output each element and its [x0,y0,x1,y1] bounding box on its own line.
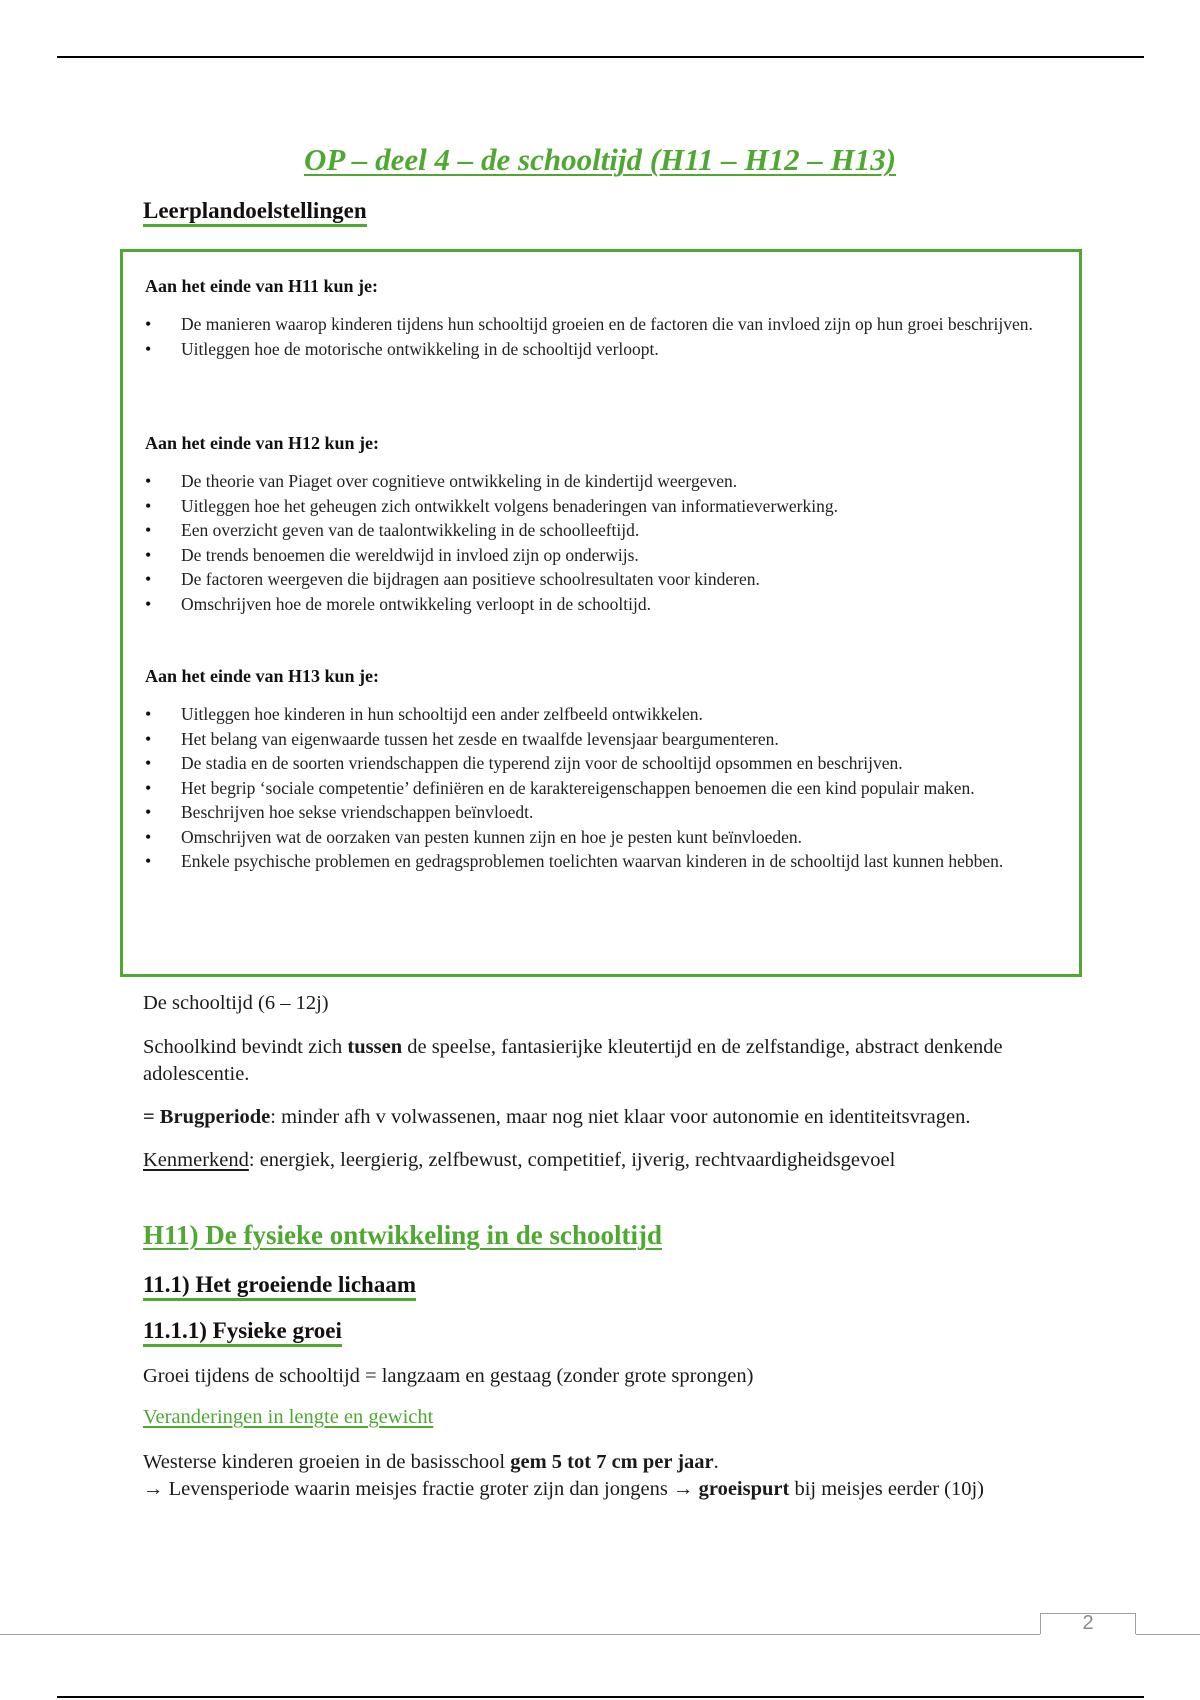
intro-paragraph [143,1034,1063,1088]
list-item: • Uitleggen hoe kinderen in hun schooltijd een ander zelfbeeld ontwikkelen. [145,702,1045,727]
objectives-group-h12 [145,431,1045,616]
objectives-heading: Aan het einde van H12 kun je: [145,433,380,453]
text-span: Levensperiode waarin meisjes fractie groter zijn dan jongens [163,1478,673,1500]
list-item: • Het belang van eigenwaarde tussen het zesde en twaalfde levensjaar beargumenteren. [145,727,1045,752]
objectives-group-h13 [145,664,1045,874]
footer-rule [0,1634,1040,1635]
green-subheading: Veranderingen in lengte en gewicht [143,1406,434,1428]
text-span: : minder afh v volwassenen, maar nog niet klaar voor autonomie en identiteitsvragen. [270,1106,971,1128]
text-span: bij meisjes eerder (10j) [789,1478,985,1500]
kenmerkend-paragraph [143,1147,1063,1174]
list-item: • Uitleggen hoe de motorische ontwikkeling in de schooltijd verloopt. [145,337,1045,362]
list-item: • Uitleggen hoe het geheugen zich ontwikkelt volgens benaderingen van informatieverwerking. [145,494,1045,519]
bold-text: gem 5 tot 7 cm per jaar [510,1451,714,1473]
bold-text: tussen [347,1036,403,1058]
objectives-list [145,312,1045,361]
objectives-list [145,469,1045,616]
list-item: • Een overzicht geven van de taalontwikkeling in de schoolleeftijd. [145,518,1045,543]
text-span: Westerse kinderen groeien in de basisschool [143,1451,511,1473]
header-rule [57,56,1144,58]
subheading-11-1: 11.1) Het groeiende lichaam [143,1272,416,1301]
growth-paragraph: Groei tijdens de schooltijd = langzaam en gestaag (zonder grote sprongen) [143,1365,754,1387]
bottom-rule [57,1696,1144,1698]
list-item: • Omschrijven wat de oorzaken van pesten kunnen zijn en hoe je pesten kunt beïnvloeden. [145,825,1045,850]
page-number: 2 [1082,1612,1094,1634]
bold-text: groeispurt [698,1478,790,1500]
objectives-heading: Aan het einde van H11 kun je: [145,276,379,296]
objectives-list [145,702,1045,874]
list-item: • De manieren waarop kinderen tijdens hun schooltijd groeien en de factoren die van invloed zijn op hun groei beschrijven. [145,312,1045,337]
chapter-heading-h11: H11) De fysieke ontwikkeling in de schooltijd [143,1220,663,1250]
text-span: Schoolkind bevindt zich [143,1036,348,1058]
list-item: • De factoren weergeven die bijdragen aan positieve schoolresultaten voor kinderen. [145,567,1045,592]
growth-detail-paragraph [143,1449,1143,1503]
list-item: • De theorie van Piaget over cognitieve ontwikkeling in de kindertijd weergeven. [145,469,1045,494]
list-item: • De trends benoemen die wereldwijd in invloed zijn op onderwijs. [145,543,1045,568]
subheading-11-1-1: 11.1.1) Fysieke groei [143,1318,342,1347]
arrow-icon: → [672,1478,694,1500]
section-heading-objectives: Leerplandoelstellingen [143,198,367,227]
text-span: : energiek, leergierig, zelfbewust, competitief, ijverig, rechtvaardigheidsgevoel [248,1149,896,1171]
underlined-label: Kenmerkend [143,1149,249,1171]
footer-rule [1136,1634,1200,1635]
list-item: • Beschrijven hoe sekse vriendschappen beïnvloedt. [145,800,1045,825]
list-item: • Het begrip ‘sociale competentie’ definiëren en de karaktereigenschappen benoemen die een kind populair maken. [145,776,1045,801]
objectives-box [120,249,1082,977]
list-item: • Omschrijven hoe de morele ontwikkeling verloopt in de schooltijd. [145,592,1045,617]
bold-text: = Brugperiode [143,1106,271,1128]
text-span: . [713,1451,719,1473]
list-item: • Enkele psychische problemen en gedragsproblemen toelichten waarvan kinderen in de schooltijd last kunnen hebben. [145,849,1045,874]
arrow-icon: → [143,1478,164,1500]
text-span: de speelse, fantasierijke kleutertijd en de zelfstandige, abstract denkende adolescentie. [143,1036,1003,1085]
objectives-group-h11 [145,274,1045,361]
period-text: De schooltijd (6 – 12j) [143,992,329,1014]
objectives-heading: Aan het einde van H13 kun je: [145,666,380,686]
brugperiode-paragraph [143,1104,1063,1131]
list-item: • De stadia en de soorten vriendschappen die typerend zijn voor de schooltijd opsommen en beschrijven. [145,751,1045,776]
document-title: OP – deel 4 – de schooltijd (H11 – H12 – H13) [303,142,897,177]
